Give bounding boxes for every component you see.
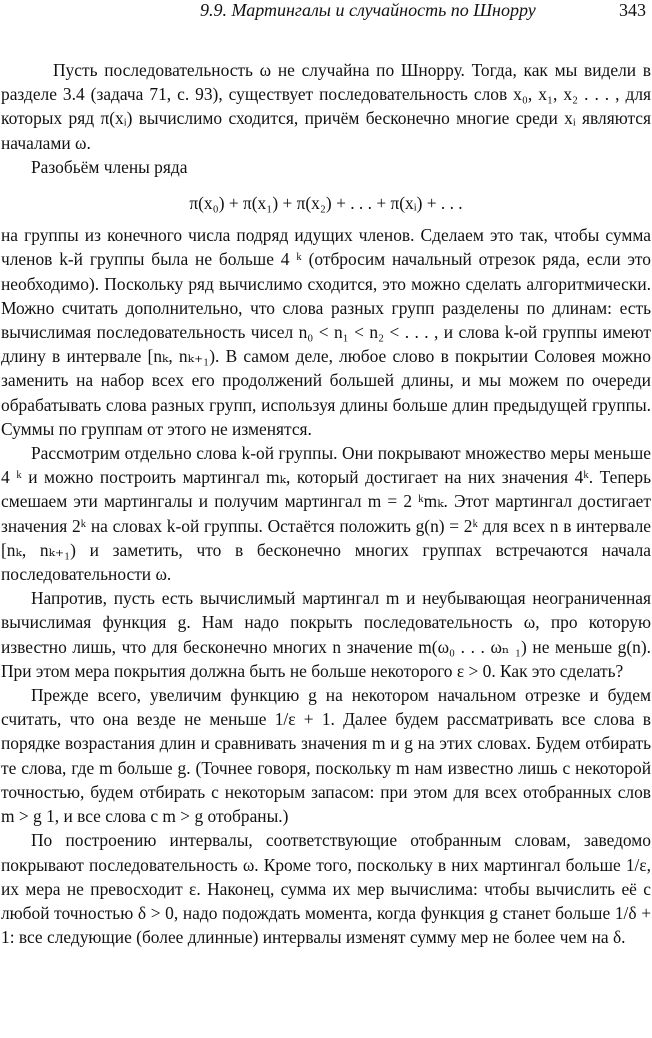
paragraph: Рассмотрим отдельно слова k-ой группы. Они покрывают множество меры меньше 4 ᵏ и можно построить мартингал mₖ, который достигает на них значения 4ᵏ. Теперь смешаем эти мартингалы и получим мартингал m = 2 ᵏmₖ. Этот мартингал достигает значения 2ᵏ на словах k-ой группы. Остаётся положить g(n) = 2ᵏ для всех n в интервале [nₖ, nₖ₊₁) и заметить, что в бесконечно многих группах встречаются начала последовательности ω. xyxy=(1,443,651,585)
page-body xyxy=(1,58,651,949)
section-title: 9.9. Мартингалы и случайность по Шнорру xyxy=(200,0,536,20)
running-header xyxy=(0,0,652,22)
paragraph: на группы из конечного числа подряд идущих членов. Сделаем это так, чтобы сумма членов k-й группы была не больше 4 ᵏ (отбросим начальный отрезок ряда, если это необходимо). Поскольку ряд вычислимо сходится, это можно сделать алгоритмически. Можно считать дополнительно, что слова разных групп разделены по длинам: есть вычислимая последовательность чисел n₀ < n₁ < n₂ < . . . , и слова k-ой группы имеют длину в интервале [nₖ, nₖ₊₁). В самом деле, любое слово в покрытии Соловея можно заменить на набор всех его продолжений большей длины, и мы можем по очереди обрабатывать слова разных групп, используя длины больше длин предыдущей группы. Суммы по группам от этого не изменятся. xyxy=(1,225,651,439)
paragraph: Разобьём члены ряда xyxy=(31,156,188,177)
paragraph: Прежде всего, увеличим функцию g на некотором начальном отрезке и будем считать, что она везде не меньше 1/ε + 1. Далее будем рассматривать все слова в порядке возрастания длин и сравнивать значения m и g на этих словах. Будем отбирать те слова, где m больше g. (Точнее говоря, поскольку m нам известно лишь с некоторой точностью, будем отбирать с некоторым запасом: при этом для всех отобранных слов m > g 1, и все слова с m > g отобраны.) xyxy=(1,685,651,827)
display-formula: π(x₀) + π(x₁) + π(x₂) + . . . + π(xᵢ) + . . . xyxy=(189,193,463,214)
paragraph: Пусть последовательность ω не случайна по Шнорру. Тогда, как мы видели в разделе 3.4 (задача 71, с. 93), существует последовательность слов x₀, x₁, x₂ . . . , для которых ряд π(xᵢ) вычислимо сходится, причём бесконечно многие среди xᵢ являются началами ω. xyxy=(1,60,651,153)
paragraph: По построению интервалы, соответствующие отобранным словам, заведомо покрывают последовательность ω. Кроме того, поскольку в них мартингал больше 1/ε, их мера не превосходит ε. Наконец, сумма их мер вычислима: чтобы вычислить её с любой точностью δ > 0, надо подождать момента, когда функция g станет больше 1/δ + 1: все следующие (более длинные) интервалы изменят сумму мер не более чем на δ. xyxy=(1,830,651,948)
page-number: 343 xyxy=(619,0,646,20)
paragraph: Напротив, пусть есть вычислимый мартингал m и неубывающая неограниченная вычислимая функция g. Нам надо покрыть последовательность ω, про которую известно лишь, что для бесконечно многих n значение m(ω₀ . . . ωₙ ₁) не меньше g(n). При этом мера покрытия должна быть не больше некоторого ε > 0. Как это сделать? xyxy=(1,588,651,681)
